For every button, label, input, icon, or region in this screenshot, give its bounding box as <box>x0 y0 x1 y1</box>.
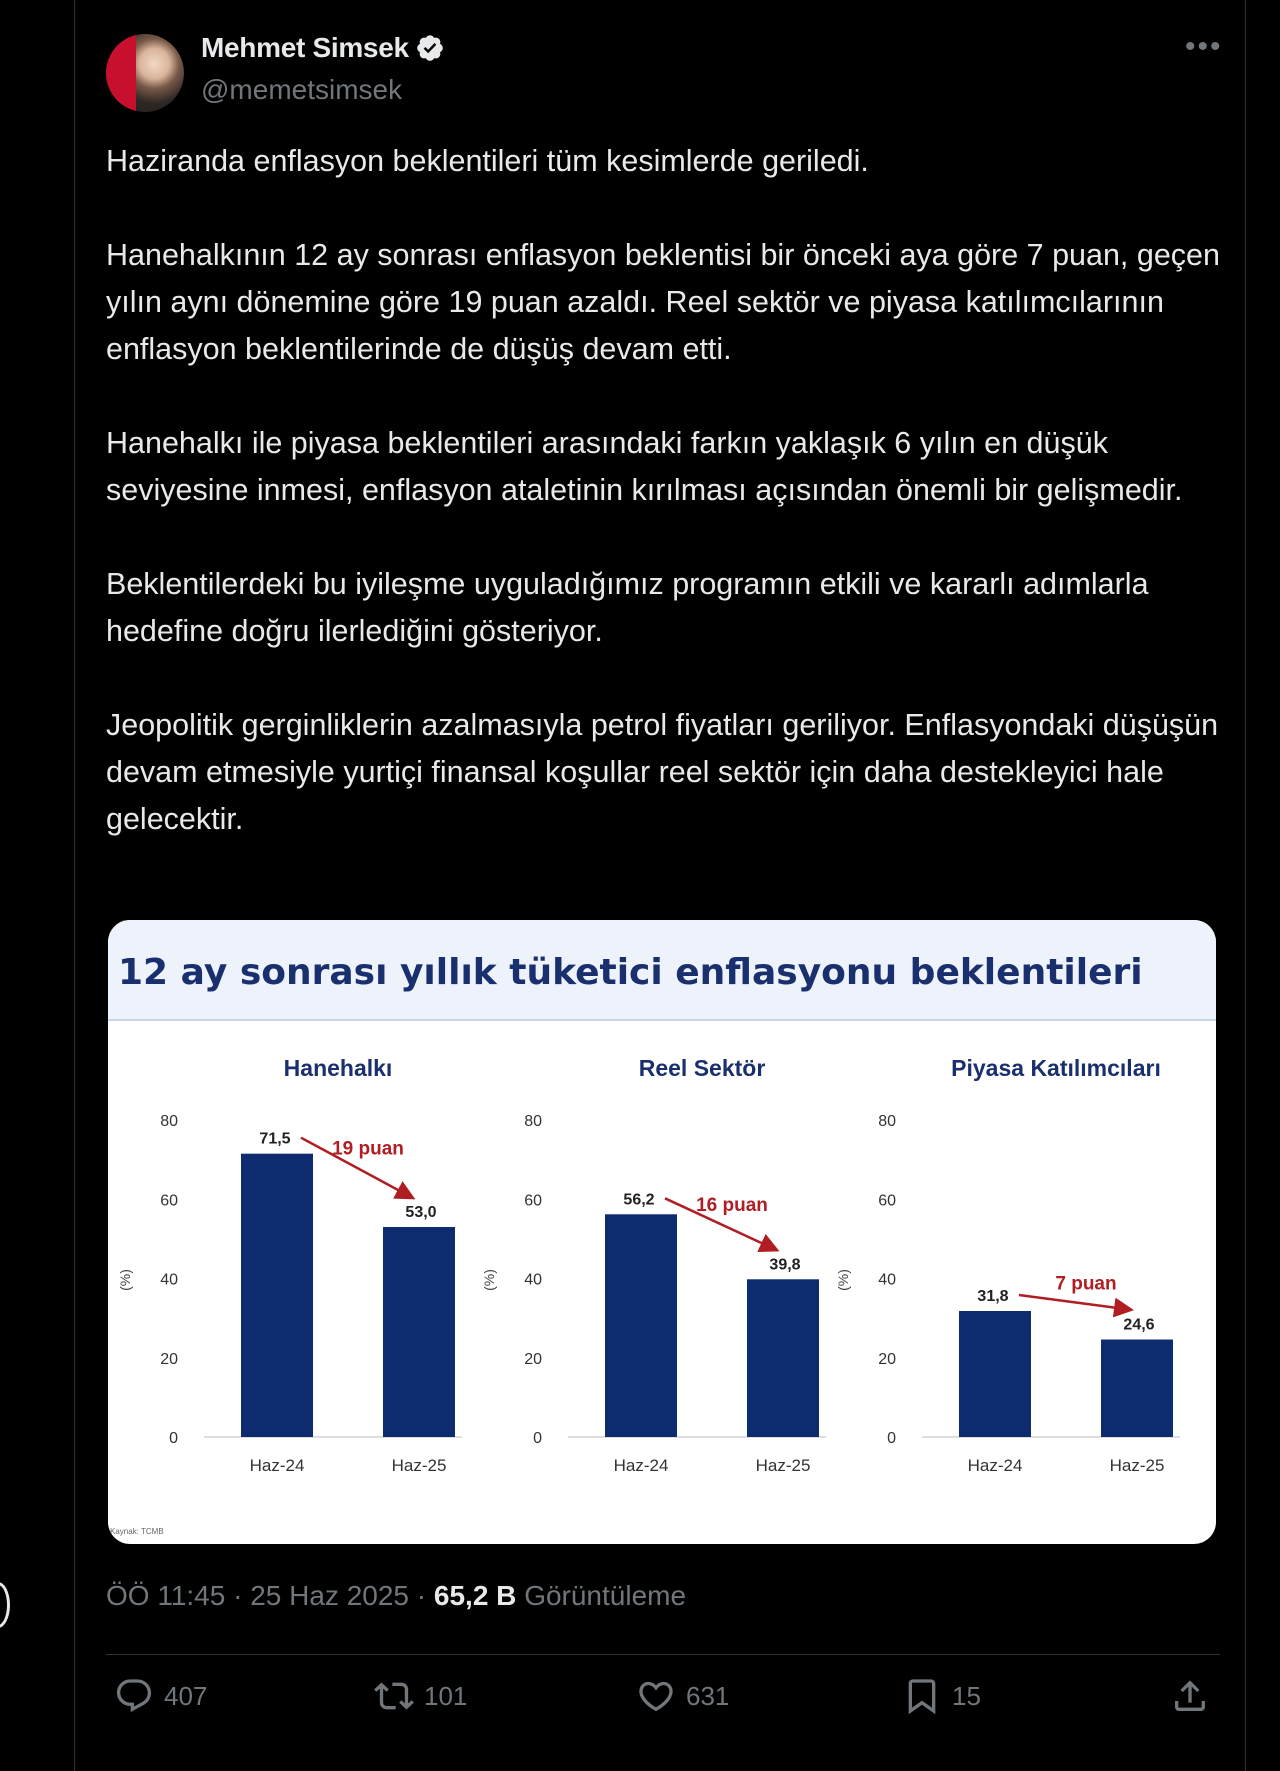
value-label: 31,8 <box>977 1287 1009 1305</box>
timeline-left-border <box>74 0 75 1771</box>
y-axis-label: (%) <box>117 1269 133 1291</box>
chart-source: Kaynak: TCMB <box>110 1527 164 1536</box>
y-tick-label: 60 <box>524 1192 542 1210</box>
tweet-time[interactable]: ÖÖ 11:45 <box>106 1580 226 1611</box>
y-tick-label: 40 <box>160 1271 178 1289</box>
y-tick-label: 80 <box>878 1113 896 1130</box>
y-axis-label: (%) <box>835 1269 851 1291</box>
actions-divider <box>106 1654 1220 1655</box>
change-annotation: 16 puan <box>696 1194 768 1216</box>
bar <box>605 1214 677 1437</box>
chart-image[interactable] <box>108 920 1216 1544</box>
x-tick-label: Haz-25 <box>755 1456 811 1475</box>
avatar[interactable] <box>106 34 184 112</box>
meta-separator: · <box>416 1580 427 1611</box>
side-partial-icon <box>0 1582 10 1628</box>
y-tick-label: 80 <box>524 1113 542 1130</box>
bar <box>959 1311 1031 1437</box>
y-tick-label: 40 <box>524 1271 542 1289</box>
bar <box>747 1279 819 1437</box>
y-tick-label: 20 <box>160 1350 178 1368</box>
tweet-paragraph: Beklentilerdeki bu iyileşme uyguladığımız programın etkili ve kararlı adımlarla hedefine doğru ilerlediğini gösteriyor. <box>106 567 1149 648</box>
action-bar <box>106 1676 1220 1724</box>
y-tick-label: 0 <box>169 1430 178 1447</box>
meta-separator: · <box>233 1580 243 1611</box>
bookmark-count: 15 <box>952 1680 981 1711</box>
bar <box>383 1227 455 1437</box>
x-tick-label: Haz-25 <box>1109 1456 1165 1475</box>
y-tick-label: 0 <box>887 1430 896 1447</box>
views-label: Görüntüleme <box>524 1580 687 1611</box>
tweet-text <box>106 138 1226 843</box>
change-arrow <box>1019 1295 1129 1310</box>
timeline-right-border <box>1245 0 1246 1771</box>
y-tick-label: 60 <box>878 1192 896 1210</box>
value-label: 39,8 <box>769 1256 801 1274</box>
chart-svg <box>108 920 1216 1544</box>
author-name-row[interactable] <box>201 32 445 64</box>
reply-count: 407 <box>164 1680 208 1711</box>
share-icon <box>1170 1676 1210 1716</box>
y-axis-label: (%) <box>481 1269 497 1291</box>
y-tick-label: 80 <box>160 1113 178 1130</box>
views-count: 65,2 B <box>433 1580 517 1611</box>
panel-title: Reel Sektör <box>638 1055 766 1081</box>
value-label: 56,2 <box>623 1191 655 1209</box>
y-tick-label: 0 <box>533 1430 542 1447</box>
bookmark-icon <box>902 1676 942 1716</box>
verified-badge-icon <box>415 33 445 63</box>
author-name[interactable]: Mehmet Simsek <box>201 32 409 63</box>
heart-icon <box>636 1676 676 1716</box>
like-button[interactable] <box>636 1676 729 1716</box>
change-annotation: 19 puan <box>332 1138 404 1160</box>
bar <box>1101 1340 1173 1437</box>
bookmark-button[interactable] <box>902 1676 981 1716</box>
x-tick-label: Haz-24 <box>967 1456 1023 1475</box>
tweet-meta <box>106 1580 686 1612</box>
x-tick-label: Haz-25 <box>391 1456 447 1475</box>
panel-title: Hanehalkı <box>283 1055 393 1081</box>
reply-icon <box>114 1676 154 1716</box>
x-tick-label: Haz-24 <box>249 1456 305 1475</box>
value-label: 71,5 <box>259 1130 291 1148</box>
y-tick-label: 20 <box>878 1350 896 1368</box>
y-tick-label: 60 <box>160 1192 178 1210</box>
share-button[interactable] <box>1170 1676 1210 1716</box>
reply-button[interactable] <box>114 1676 207 1716</box>
tweet-paragraph: Hanehalkının 12 ay sonrası enflasyon beklentisi bir önceki aya göre 7 puan, geçen yılın aynı dönemine göre 19 puan azaldı. Reel sektör ve piyasa katılımcılarının enflasyon beklentilerinde de düşüş devam etti. <box>106 238 1220 366</box>
tweet-paragraph: Hanehalkı ile piyasa beklentileri arasındaki farkın yaklaşık 6 yılın en düşük seviyesine inmesi, enflasyon ataletinin kırılması açısından önemli bir gelişmedir. <box>106 426 1183 507</box>
tweet-paragraph: Jeopolitik gerginliklerin azalmasıyla petrol fiyatları geriliyor. Enflasyondaki düşüşün devam etmesiyle yurtiçi finansal koşullar reel sektör için daha destekleyici hale gelecektir. <box>106 708 1219 836</box>
retweet-count: 101 <box>424 1680 468 1711</box>
bar <box>241 1154 313 1437</box>
y-tick-label: 20 <box>524 1350 542 1368</box>
change-annotation: 7 puan <box>1055 1273 1117 1295</box>
author-handle[interactable]: @memetsimsek <box>201 74 403 105</box>
like-count: 631 <box>686 1680 730 1711</box>
value-label: 53,0 <box>405 1203 437 1221</box>
value-label: 24,6 <box>1123 1316 1155 1334</box>
chart-title: 12 ay sonrası yıllık tüketici enflasyonu beklentileri <box>118 952 1143 993</box>
tweet-date[interactable]: 25 Haz 2025 <box>250 1580 410 1611</box>
x-tick-label: Haz-24 <box>613 1456 669 1475</box>
panel-title: Piyasa Katılımcıları <box>951 1055 1161 1081</box>
tweet-paragraph: Haziranda enflasyon beklentileri tüm kesimlerde geriledi. <box>106 144 869 178</box>
more-options-icon[interactable]: ••• <box>1185 30 1223 63</box>
y-tick-label: 40 <box>878 1271 896 1289</box>
retweet-icon <box>374 1676 414 1716</box>
retweet-button[interactable] <box>374 1676 467 1716</box>
